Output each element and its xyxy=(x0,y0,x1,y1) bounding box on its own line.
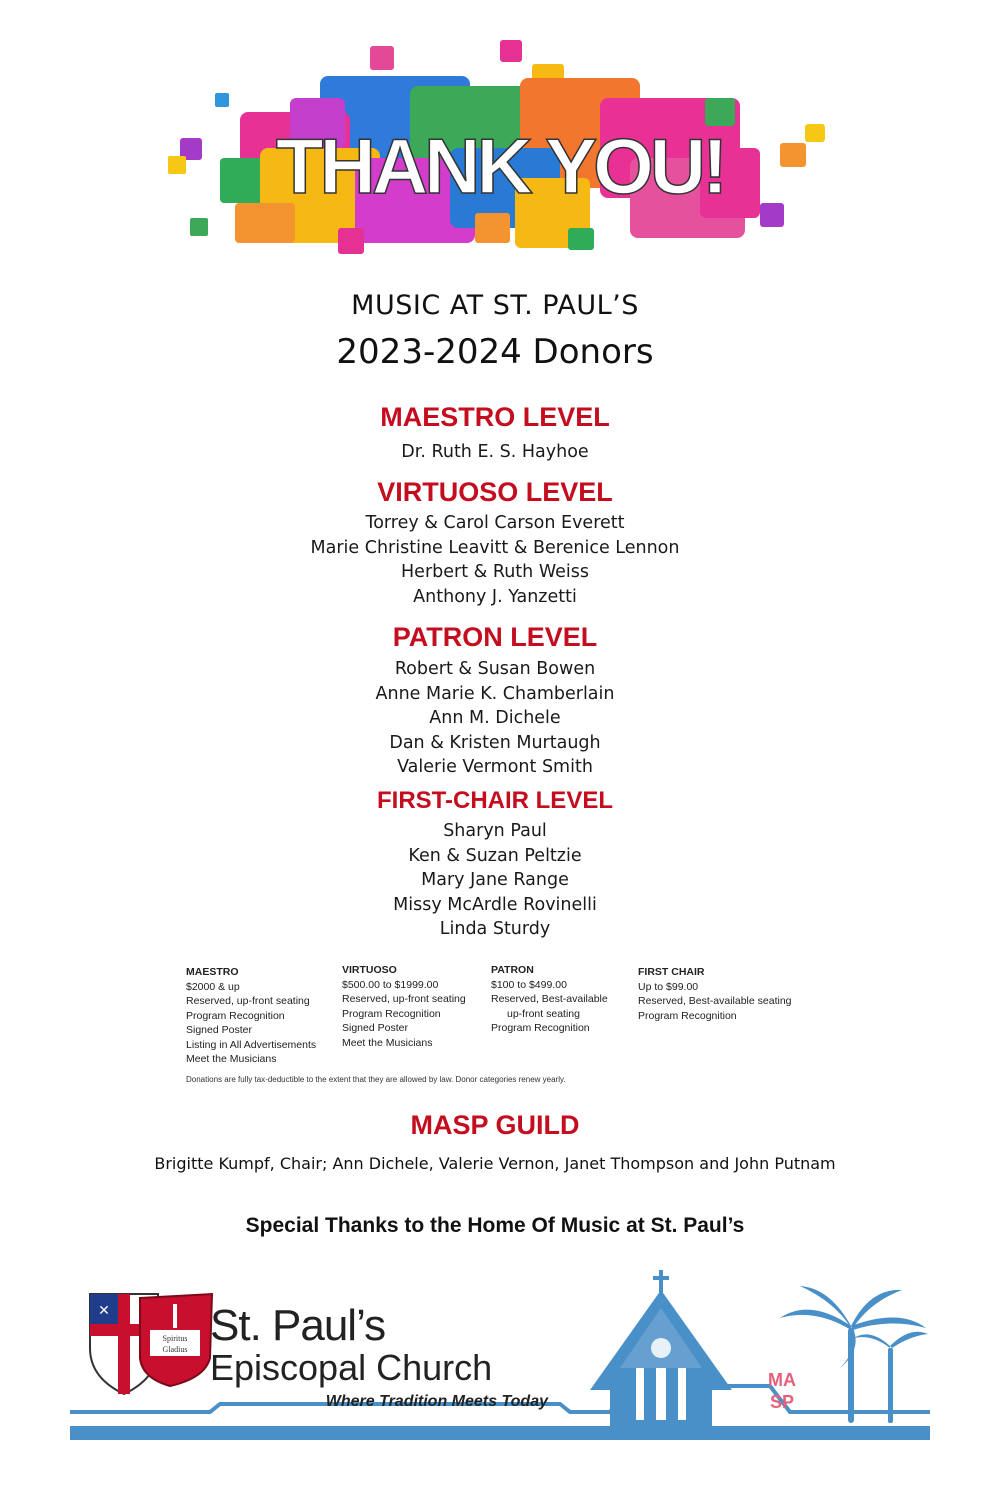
footer-stripe xyxy=(70,1426,930,1440)
church-tagline: Where Tradition Meets Today xyxy=(325,1393,548,1410)
donor-name: Dan & Kristen Murtaugh xyxy=(389,732,601,753)
tier-first-chair xyxy=(638,965,792,1023)
first-chair-level-title: FIRST-CHAIR LEVEL xyxy=(376,787,613,814)
guild-members: Brigitte Kumpf, Chair; Ann Dichele, Valerie Vernon, Janet Thompson and John Putnam xyxy=(154,1154,836,1173)
donor-name: Anthony J. Yanzetti xyxy=(413,586,577,607)
tier-line: Program Recognition xyxy=(491,1022,590,1034)
donor-name: Sharyn Paul xyxy=(443,821,547,841)
thank-you-banner xyxy=(160,38,840,258)
donor-name: Robert & Susan Bowen xyxy=(394,659,596,679)
special-thanks: Special Thanks to the Home Of Music at St. Paul’s xyxy=(245,1214,745,1237)
tier-line: Reserved, Best-available xyxy=(491,993,608,1005)
tier-name: VIRTUOSO xyxy=(342,964,397,976)
first-chair-donor-list xyxy=(0,819,990,942)
church-name-line2: Episcopal Church xyxy=(210,1347,493,1388)
donor-name: Anne Marie K. Chamberlain xyxy=(375,683,615,704)
tier-line: Program Recognition xyxy=(638,1009,737,1022)
church-building-icon xyxy=(590,1270,732,1428)
donor-name: Mary Jane Range xyxy=(421,870,569,890)
virtuoso-level-title: VIRTUOSO LEVEL xyxy=(377,477,613,507)
tier-line: Reserved, up-front seating xyxy=(342,993,466,1005)
virtuoso-donor-list xyxy=(0,511,990,609)
donor-name: Dr. Ruth E. S. Hayhoe xyxy=(401,442,589,462)
tier-line: Meet the Musicians xyxy=(186,1053,277,1065)
donor-name: Torrey & Carol Carson Everett xyxy=(365,513,625,533)
patron-donor-list xyxy=(0,657,990,780)
tier-patron xyxy=(491,963,608,1036)
church-name-line1: St. Paul’s xyxy=(210,1301,386,1350)
seal-icon xyxy=(140,1294,212,1386)
donor-name: Valerie Vermont Smith xyxy=(397,757,593,777)
svg-text:Spiritus: Spiritus xyxy=(162,1334,188,1343)
tier-line: $100 to $499.00 xyxy=(491,978,567,991)
tier-line: Reserved, up-front seating xyxy=(186,995,310,1007)
donor-name: Marie Christine Leavitt & Berenice Lennon xyxy=(310,537,680,558)
donor-name: Missy McArdle Rovinelli xyxy=(393,894,597,915)
season-title: 2023-2024 Donors xyxy=(336,332,654,372)
maestro-donor-list xyxy=(0,440,990,465)
patron-level-title: PATRON LEVEL xyxy=(392,622,598,652)
tier-name: MAESTRO xyxy=(186,966,239,978)
donor-name: Linda Sturdy xyxy=(439,919,551,939)
guild-title: MASP GUILD xyxy=(410,1110,580,1140)
tier-name: FIRST CHAIR xyxy=(638,966,705,978)
tier-maestro xyxy=(186,965,316,1067)
masp-logo-line2: SP xyxy=(769,1392,795,1412)
tier-line: Signed Poster xyxy=(186,1024,252,1036)
tax-disclaimer: Donations are fully tax-deductible to the extent that they are allowed by law. Donor categories renew yearly. xyxy=(186,1075,566,1084)
tier-name: PATRON xyxy=(491,964,534,976)
donor-name: Ken & Suzan Peltzie xyxy=(408,845,582,866)
masp-logo-line1: MA xyxy=(768,1370,796,1390)
donor-name: Ann M. Dichele xyxy=(429,708,561,728)
tier-line: Up to $99.00 xyxy=(638,980,699,993)
maestro-level-title: MAESTRO LEVEL xyxy=(380,402,610,432)
tier-line: Signed Poster xyxy=(342,1022,408,1034)
tier-line: Program Recognition xyxy=(186,1009,285,1022)
donor-name: Herbert & Ruth Weiss xyxy=(401,562,589,582)
tier-line: $2000 & up xyxy=(186,980,240,993)
tier-line: Reserved, Best-available seating xyxy=(638,995,792,1007)
tier-line: up-front seating xyxy=(507,1007,580,1020)
thank-you-text: THANK YOU! xyxy=(275,122,725,210)
tier-line: Meet the Musicians xyxy=(342,1036,433,1049)
tier-line: $500.00 to $1999.00 xyxy=(342,978,439,991)
tier-virtuoso xyxy=(342,963,466,1050)
tier-line: Listing in All Advertisements xyxy=(186,1038,317,1051)
svg-text:Gladius: Gladius xyxy=(162,1345,188,1354)
svg-text:✕: ✕ xyxy=(98,1303,110,1319)
tier-line: Program Recognition xyxy=(342,1007,441,1020)
palm-trees-icon xyxy=(780,1286,928,1423)
church-logo-footer xyxy=(70,1268,930,1440)
organization-name: MUSIC AT ST. PAUL’S xyxy=(351,290,639,321)
